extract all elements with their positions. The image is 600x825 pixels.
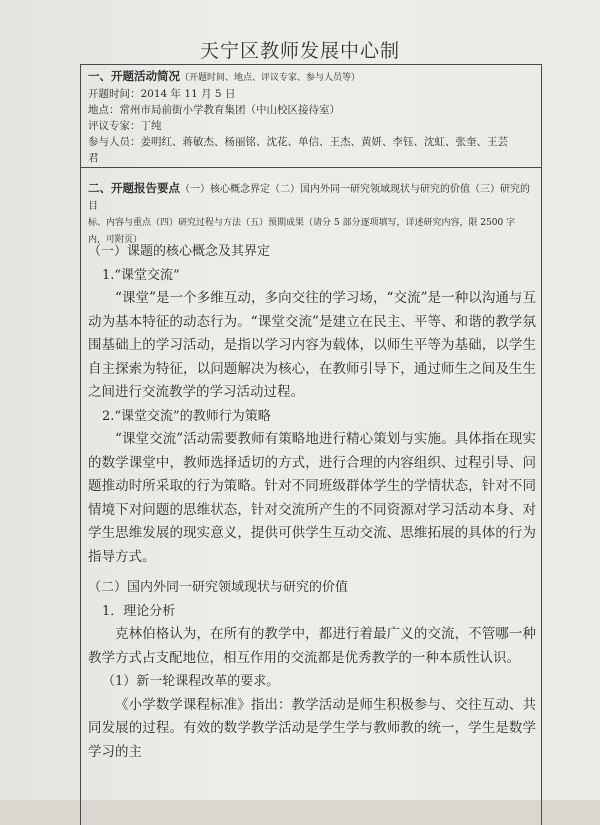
section1-heading-note: （开题时间、地点、评议专家、参与人员等） [180, 73, 361, 83]
section2-heading: 二、开题报告要点 [88, 181, 180, 195]
section1-heading: 一、开题活动简况（开题时间、地点、评议专家、参与人员等） [88, 69, 361, 83]
section2-desc-line-1: （一）核心概念界定（二）国内外同一研究领域现状与研究的价值（三）研究的目 [88, 184, 530, 212]
participants-line-2: 君 [88, 152, 99, 164]
document-title: 天宁区教师发展中心制 [199, 40, 400, 62]
section2-heading-line [88, 180, 536, 215]
opening-time: 开题时间：2014 年 11 月 5 日 [88, 88, 236, 100]
part2-research-status [88, 576, 536, 764]
part2-paragraph-1: 克林伯格认为，在所有的教学中，都进行着最广义的交流，不管哪一种教学方式占支配地位，相互作用的交流都是优秀教学的一种本质性认识。 [88, 626, 536, 666]
part2-paragraph-2: 《小学数学课程标准》指出：教学活动是师生积极参与、交往互动、共同发展的过程。有效的数学教学活动是学生学与教师教的统一，学生是数学学习的主 [88, 696, 536, 760]
section2-header [88, 180, 536, 248]
part2-heading: （二）国内外同一研究领域现状与研究的价值 [88, 580, 349, 595]
participants-line-1: 参与人员：姜明红、蒋敏杰、杨丽铭、沈花、单信、王杰、黄妍、李钰、沈虹、张奎、王芸 [88, 136, 508, 148]
section2-desc-line-3: 内，可附页） [88, 234, 143, 245]
part1-sub1-heading: 1.“课堂交流” [102, 267, 180, 283]
part2-sub1-heading: 1．理论分析 [102, 603, 176, 619]
section-divider [80, 167, 541, 168]
section-activity-overview [88, 68, 533, 166]
part1-paragraph-1: “课堂”是一个多维互动，多向交往的学习场，“交流”是一种以沟通与互动为基本特征的动态行为。“课堂交流”是建立在民主、平等、和谐的教学氛围基础上的学习活动，是指以学习内容为载体，以师生平等为基础，以学生自主探索为特征，以问题解决为核心，在教师引导下，通过师生之间及生生之间进行交流教学的学习活动过程。 [88, 290, 536, 400]
section2-desc-line-2: 标、内容与重点（四）研究过程与方法（五）预期成果（请分 5 部分逐项填写，详述研究内容，限 2500 字 [88, 218, 516, 228]
part1-sub2-heading: 2.“课堂交流”的教师行为策略 [102, 408, 271, 424]
part2-sub2-heading: （1）新一轮课程改革的要求。 [102, 674, 280, 689]
review-experts: 评议专家：丁纯 [88, 120, 162, 132]
part1-heading: （一）课题的核心概念及其界定 [88, 244, 271, 259]
opening-place: 地点：常州市局前街小学教育集团（中山校区接待室） [88, 104, 340, 116]
part1-core-concepts [88, 240, 536, 569]
part1-paragraph-2: “课堂交流”活动需要教师有策略地进行精心策划与实施。具体指在现实的数学课堂中，教师选择适切的方式，进行合理的内容组织、过程引导、问题推动时所采取的行为策略。针对不同班级群体学生的学情状态，针对不同情境下对问题的思维状态，针对交流所产生的不同资源对学习活动本身、对学生思维发展的现实意义，提供可供学生互动交流、思维拓展的具体的行为指导方式。 [88, 431, 536, 565]
